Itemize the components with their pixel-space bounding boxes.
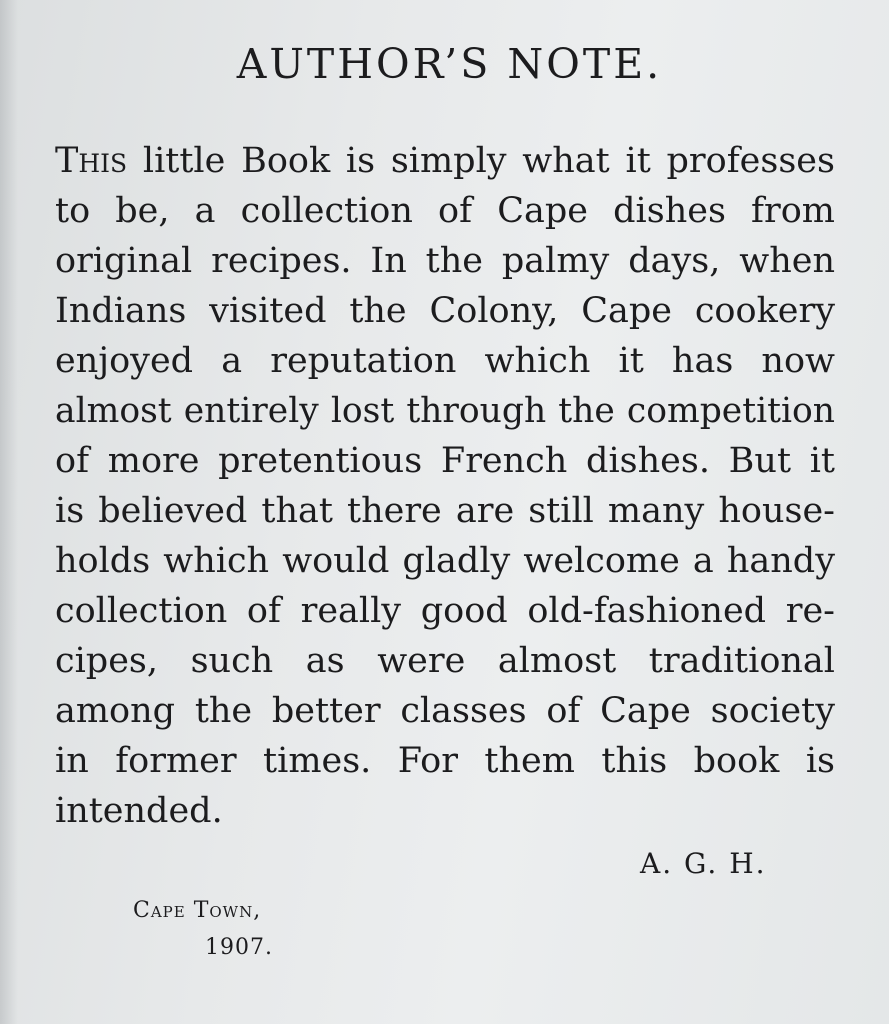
body-line-8: is believed that there are still many house-	[55, 491, 835, 531]
body-line-9: holds which would gladly welcome a handy	[55, 541, 835, 581]
year-line: 1907.	[205, 935, 273, 960]
place-line: Cape Town,	[133, 898, 262, 923]
body-line-11: cipes, such as were almost traditional	[55, 641, 835, 681]
body-line-1	[55, 136, 835, 186]
page-edge-shadow	[0, 0, 18, 1024]
body-line-5: enjoyed a reputation which it has now	[55, 341, 835, 381]
body-line-14: intended.	[55, 791, 223, 831]
author-initials: A. G. H.	[640, 847, 767, 880]
body-line-12: among the better classes of Cape society	[55, 691, 835, 731]
body-line-2: to be, a collection of Cape dishes from	[55, 191, 835, 231]
first-line-rest: little Book is simply what it professes	[127, 141, 835, 181]
body-line-10: collection of really good old-fashioned re-	[55, 591, 835, 631]
body-line-7: of more pretentious French dishes. But it	[55, 441, 835, 481]
body-line-4: Indians visited the Colony, Cape cookery	[55, 291, 835, 331]
first-word-small-caps: This	[55, 141, 128, 181]
body-line-6: almost entirely lost through the competition	[55, 391, 835, 431]
body-line-3: original recipes. In the palmy days, when	[55, 241, 835, 281]
page-title: AUTHOR’S NOTE.	[236, 40, 663, 88]
body-line-13: in former times. For them this book is	[55, 741, 835, 781]
